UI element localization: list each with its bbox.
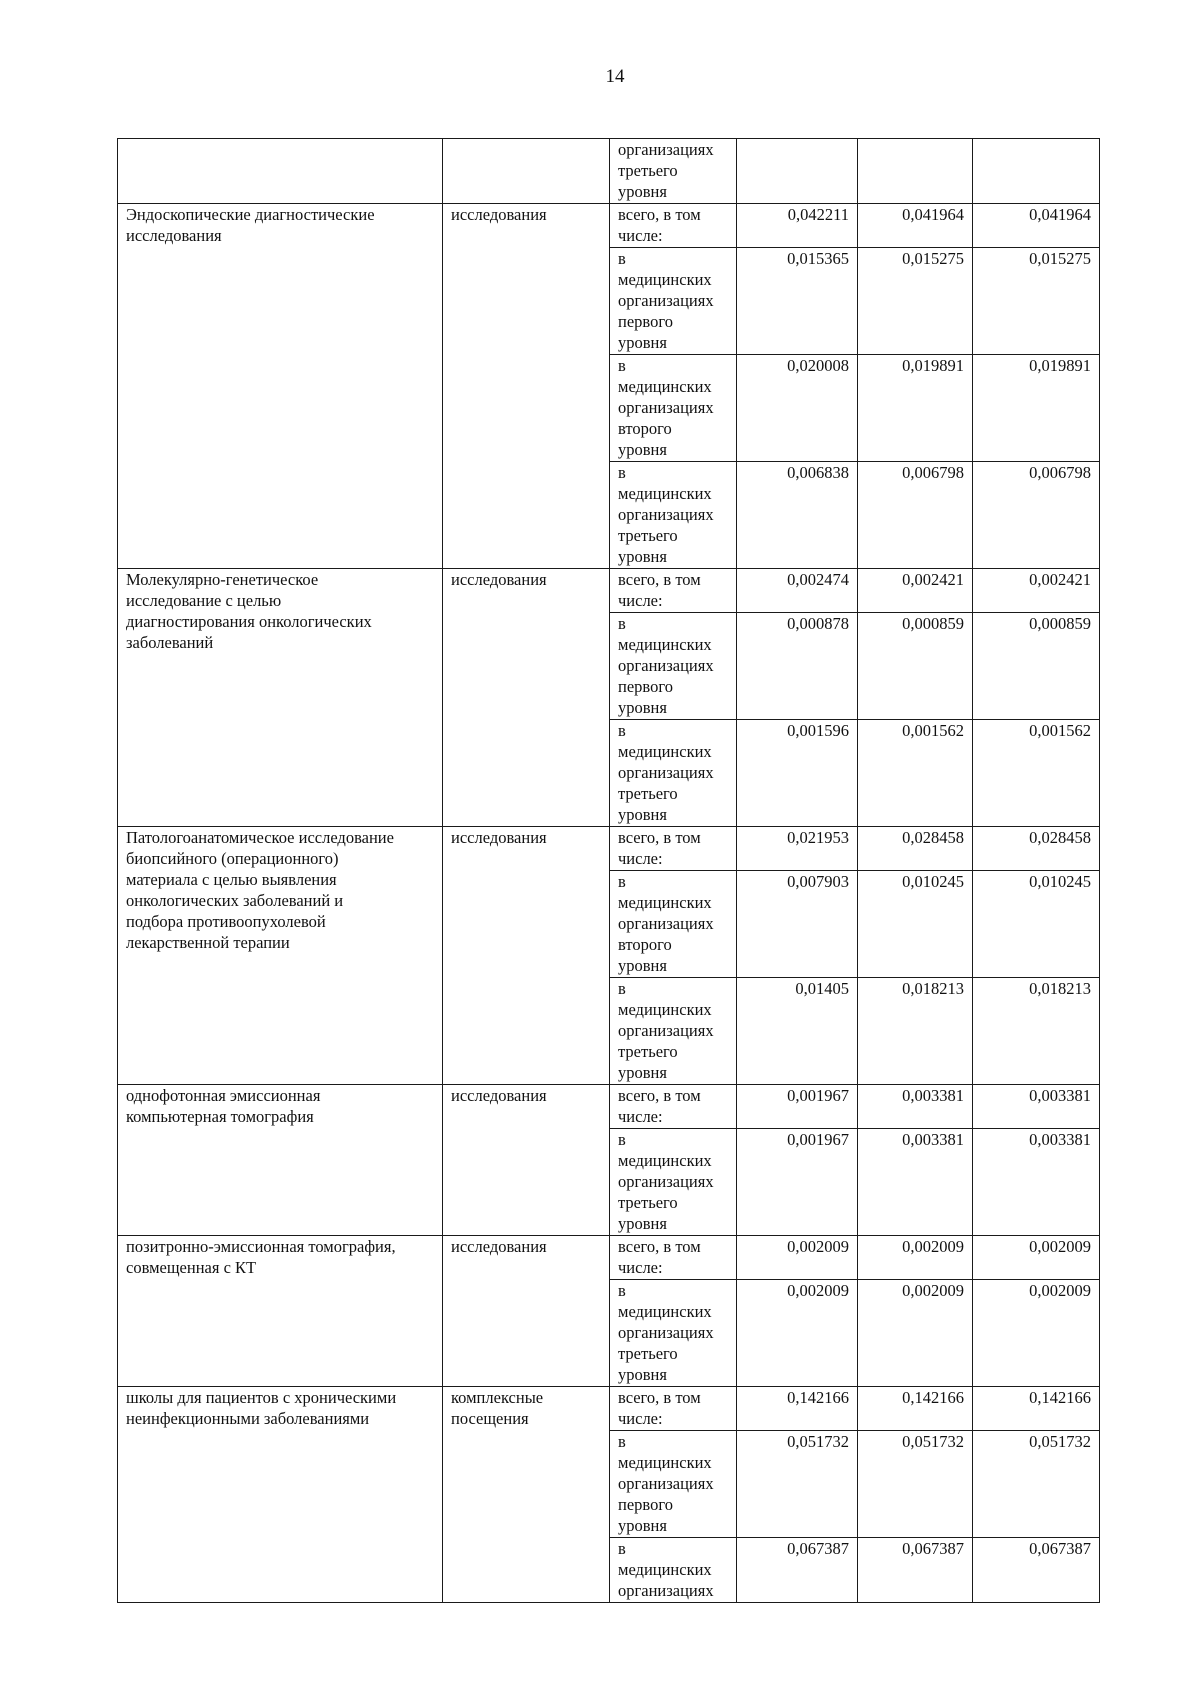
value-cell: 0,002009 (737, 1280, 858, 1387)
indicator-name-cell (118, 1085, 443, 1236)
cell-line: организациях (618, 398, 714, 417)
table-row (118, 1387, 1100, 1431)
cell-line: в (618, 979, 626, 998)
value-cell: 0,001562 (858, 720, 973, 827)
cell-line: организациях (618, 1323, 714, 1342)
cell-line: уровня (618, 440, 667, 459)
indicator-name-cell (118, 139, 443, 204)
cell-line: первого (618, 1495, 673, 1514)
cell-line: в (618, 1130, 626, 1149)
cell-line: однофотонная эмиссионная (126, 1086, 321, 1105)
cell-line: уровня (618, 333, 667, 352)
value-cell (973, 139, 1100, 204)
value-cell: 0,003381 (858, 1129, 973, 1236)
cell-line: организациях (618, 291, 714, 310)
cell-line: медицинских (618, 1000, 712, 1019)
cell-line: материала с целью выявления (126, 870, 337, 889)
value-cell: 0,015275 (973, 248, 1100, 355)
subcategory-cell (610, 355, 737, 462)
cell-line: лекарственной терапии (126, 933, 290, 952)
indicator-name-cell (118, 204, 443, 569)
cell-line: медицинских (618, 742, 712, 761)
cell-line: первого (618, 312, 673, 331)
cell-line: исследования (451, 570, 547, 589)
cell-line: числе: (618, 591, 663, 610)
subcategory-cell (610, 1085, 737, 1129)
cell-line: уровня (618, 805, 667, 824)
value-cell: 0,006838 (737, 462, 858, 569)
value-cell: 0,000878 (737, 613, 858, 720)
cell-line: третьего (618, 526, 678, 545)
unit-cell (443, 1085, 610, 1236)
unit-cell (443, 569, 610, 827)
value-cell: 0,001596 (737, 720, 858, 827)
cell-line: совмещенная с КТ (126, 1258, 257, 1277)
cell-line: посещения (451, 1409, 529, 1428)
table-row (118, 1085, 1100, 1129)
value-cell: 0,01405 (737, 978, 858, 1085)
cell-line: числе: (618, 226, 663, 245)
cell-line: позитронно-эмиссионная томография, (126, 1237, 396, 1256)
value-cell: 0,028458 (858, 827, 973, 871)
value-cell: 0,006798 (973, 462, 1100, 569)
cell-line: числе: (618, 849, 663, 868)
cell-line: организациях (618, 763, 714, 782)
cell-line: организациях (618, 505, 714, 524)
value-cell: 0,002421 (858, 569, 973, 613)
cell-line: исследования (451, 1237, 547, 1256)
cell-line: в (618, 1539, 626, 1558)
cell-line: в (618, 249, 626, 268)
subcategory-cell (610, 613, 737, 720)
cell-line: организациях (618, 1021, 714, 1040)
table-row (118, 1236, 1100, 1280)
indicator-name-cell (118, 827, 443, 1085)
value-cell: 0,002009 (973, 1280, 1100, 1387)
value-cell: 0,006798 (858, 462, 973, 569)
cell-line: биопсийного (операционного) (126, 849, 339, 868)
value-cell: 0,003381 (973, 1085, 1100, 1129)
value-cell: 0,142166 (858, 1387, 973, 1431)
value-cell: 0,041964 (973, 204, 1100, 248)
unit-cell (443, 1387, 610, 1603)
value-cell: 0,003381 (858, 1085, 973, 1129)
cell-line: медицинских (618, 377, 712, 396)
unit-cell (443, 1236, 610, 1387)
table-row (118, 139, 1100, 204)
value-cell: 0,028458 (973, 827, 1100, 871)
value-cell: 0,002009 (737, 1236, 858, 1280)
subcategory-cell (610, 569, 737, 613)
value-cell (737, 139, 858, 204)
cell-line: медицинских (618, 1453, 712, 1472)
value-cell: 0,000859 (858, 613, 973, 720)
cell-line: уровня (618, 1063, 667, 1082)
cell-line: третьего (618, 784, 678, 803)
cell-line: медицинских (618, 484, 712, 503)
cell-line: уровня (618, 1214, 667, 1233)
value-cell: 0,067387 (973, 1538, 1100, 1603)
cell-line: организациях (618, 1172, 714, 1191)
cell-line: всего, в том (618, 1388, 701, 1407)
cell-line: медицинских (618, 635, 712, 654)
value-cell: 0,001967 (737, 1085, 858, 1129)
cell-line: онкологических заболеваний и (126, 891, 344, 910)
cell-line: уровня (618, 182, 667, 201)
cell-line: третьего (618, 1042, 678, 1061)
cell-line: Патологоанатомическое исследование (126, 828, 394, 847)
cell-line: медицинских (618, 1302, 712, 1321)
cell-line: исследование с целью (126, 591, 282, 610)
subcategory-cell (610, 204, 737, 248)
value-cell: 0,002009 (858, 1280, 973, 1387)
subcategory-cell (610, 827, 737, 871)
table-row (118, 204, 1100, 248)
subcategory-cell (610, 720, 737, 827)
cell-line: всего, в том (618, 1086, 701, 1105)
indicator-name-cell (118, 1387, 443, 1603)
cell-line: второго (618, 419, 672, 438)
cell-line: числе: (618, 1258, 663, 1277)
value-cell: 0,042211 (737, 204, 858, 248)
cell-line: третьего (618, 161, 678, 180)
value-cell: 0,020008 (737, 355, 858, 462)
unit-cell (443, 204, 610, 569)
cell-line: заболеваний (126, 633, 214, 652)
cell-line: в (618, 721, 626, 740)
cell-line: Молекулярно-генетическое (126, 570, 319, 589)
value-cell: 0,001967 (737, 1129, 858, 1236)
cell-line: исследования (451, 828, 547, 847)
cell-line: числе: (618, 1409, 663, 1428)
indicator-name-cell (118, 1236, 443, 1387)
value-cell: 0,018213 (973, 978, 1100, 1085)
value-cell: 0,015365 (737, 248, 858, 355)
cell-line: организациях (618, 1474, 714, 1493)
cell-line: исследования (126, 226, 222, 245)
value-cell: 0,067387 (737, 1538, 858, 1603)
data-table (117, 138, 1100, 1603)
cell-line: медицинских (618, 1560, 712, 1579)
value-cell: 0,051732 (737, 1431, 858, 1538)
value-cell: 0,019891 (973, 355, 1100, 462)
subcategory-cell (610, 462, 737, 569)
cell-line: первого (618, 677, 673, 696)
value-cell: 0,002421 (973, 569, 1100, 613)
cell-line: третьего (618, 1193, 678, 1212)
cell-line: медицинских (618, 1151, 712, 1170)
cell-line: диагностирования онкологических (126, 612, 372, 631)
cell-line: всего, в том (618, 205, 701, 224)
cell-line: уровня (618, 956, 667, 975)
table-row (118, 569, 1100, 613)
cell-line: в (618, 614, 626, 633)
value-cell: 0,015275 (858, 248, 973, 355)
page-number: 14 (605, 66, 625, 87)
cell-line: в (618, 356, 626, 375)
cell-line: неинфекционными заболеваниями (126, 1409, 370, 1428)
cell-line: школы для пациентов с хроническими (126, 1388, 397, 1407)
subcategory-cell (610, 1129, 737, 1236)
value-cell: 0,002474 (737, 569, 858, 613)
cell-line: уровня (618, 698, 667, 717)
subcategory-cell (610, 871, 737, 978)
cell-line: в (618, 872, 626, 891)
value-cell: 0,067387 (858, 1538, 973, 1603)
indicator-name-cell (118, 569, 443, 827)
value-cell: 0,041964 (858, 204, 973, 248)
value-cell: 0,001562 (973, 720, 1100, 827)
cell-line: в (618, 1432, 626, 1451)
value-cell: 0,142166 (737, 1387, 858, 1431)
subcategory-cell (610, 1538, 737, 1603)
cell-line: исследования (451, 1086, 547, 1105)
subcategory-cell (610, 1431, 737, 1538)
value-cell: 0,002009 (973, 1236, 1100, 1280)
value-cell: 0,010245 (973, 871, 1100, 978)
cell-line: всего, в том (618, 828, 701, 847)
cell-line: второго (618, 935, 672, 954)
value-cell: 0,018213 (858, 978, 973, 1085)
value-cell: 0,007903 (737, 871, 858, 978)
cell-line: числе: (618, 1107, 663, 1126)
cell-line: всего, в том (618, 1237, 701, 1256)
cell-line: третьего (618, 1344, 678, 1363)
cell-line: медицинских (618, 893, 712, 912)
unit-cell (443, 827, 610, 1085)
subcategory-cell (610, 248, 737, 355)
value-cell: 0,021953 (737, 827, 858, 871)
value-cell: 0,002009 (858, 1236, 973, 1280)
cell-line: подбора противоопухолевой (126, 912, 326, 931)
cell-line: в (618, 463, 626, 482)
cell-line: организациях (618, 140, 714, 159)
cell-line: уровня (618, 1516, 667, 1535)
cell-line: компьютерная томография (126, 1107, 314, 1126)
subcategory-cell (610, 1387, 737, 1431)
unit-cell (443, 139, 610, 204)
cell-line: медицинских (618, 270, 712, 289)
table-row (118, 827, 1100, 871)
cell-line: исследования (451, 205, 547, 224)
value-cell: 0,051732 (973, 1431, 1100, 1538)
value-cell: 0,000859 (973, 613, 1100, 720)
subcategory-cell (610, 139, 737, 204)
value-cell: 0,051732 (858, 1431, 973, 1538)
subcategory-cell (610, 978, 737, 1085)
cell-line: организациях (618, 914, 714, 933)
cell-line: организациях (618, 1581, 714, 1600)
value-cell: 0,003381 (973, 1129, 1100, 1236)
value-cell: 0,142166 (973, 1387, 1100, 1431)
value-cell: 0,019891 (858, 355, 973, 462)
subcategory-cell (610, 1236, 737, 1280)
cell-line: организациях (618, 656, 714, 675)
value-cell (858, 139, 973, 204)
cell-line: всего, в том (618, 570, 701, 589)
cell-line: комплексные (451, 1388, 544, 1407)
cell-line: Эндоскопические диагностические (126, 205, 375, 224)
cell-line: уровня (618, 1365, 667, 1384)
value-cell: 0,010245 (858, 871, 973, 978)
cell-line: уровня (618, 547, 667, 566)
subcategory-cell (610, 1280, 737, 1387)
cell-line: в (618, 1281, 626, 1300)
